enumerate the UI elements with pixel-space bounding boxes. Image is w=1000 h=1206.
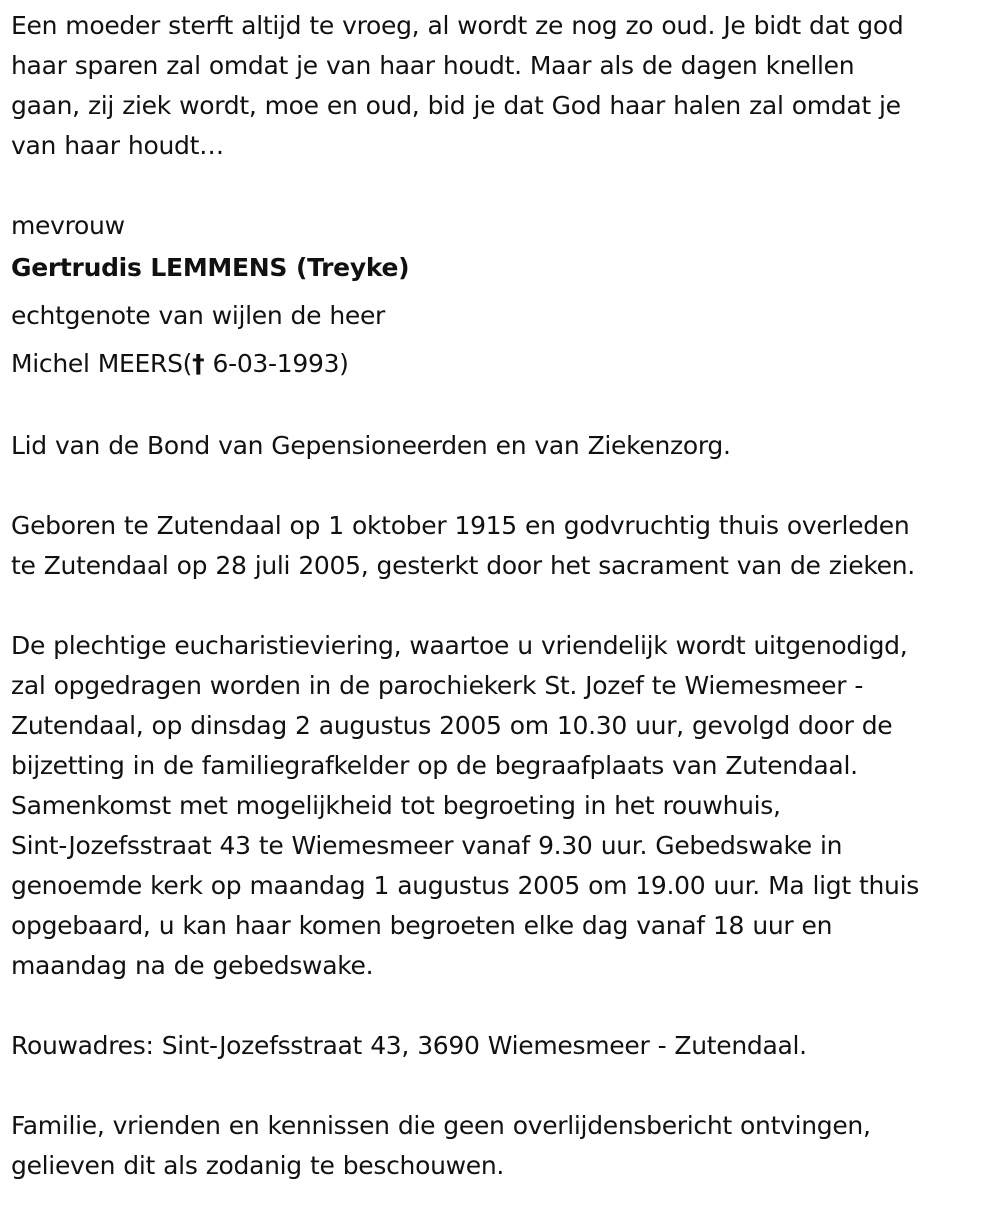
ceremony-line: Samenkomst met mogelijkheid tot begroeting in het rouwhuis, <box>11 791 781 820</box>
salutation: mevrouw <box>11 211 125 240</box>
ceremony-paragraph <box>11 626 969 986</box>
spacer <box>11 1066 969 1106</box>
spouse-line <box>11 340 969 388</box>
spacer <box>11 586 969 626</box>
deceased-block <box>11 206 969 388</box>
deceased-name: Gertrudis LEMMENS (Treyke) <box>11 253 410 282</box>
ceremony-line: opgebaard, u kan haar komen begroeten elke dag vanaf 18 uur en <box>11 911 833 940</box>
ceremony-line: Zutendaal, op dinsdag 2 augustus 2005 om 10.30 uur, gevolgd door de <box>11 711 893 740</box>
spouse-name: Michel MEERS( <box>11 349 193 378</box>
poem-line: van haar houdt… <box>11 131 224 160</box>
ceremony-line: genoemde kerk op maandag 1 augustus 2005 om 19.00 uur. Ma ligt thuis <box>11 871 919 900</box>
membership-line: Lid van de Bond van Gepensioneerden en van Ziekenzorg. <box>11 431 731 460</box>
cross-icon: † <box>192 349 205 378</box>
spacer <box>11 166 969 206</box>
spacer <box>11 386 969 426</box>
birth-death-paragraph <box>11 506 969 586</box>
notice-line: Familie, vrienden en kennissen die geen overlijdensbericht ontvingen, <box>11 1111 871 1140</box>
ceremony-line: zal opgedragen worden in de parochiekerk St. Jozef te Wiemesmeer - <box>11 671 864 700</box>
ceremony-line: maandag na de gebedswake. <box>11 951 374 980</box>
poem-paragraph <box>11 6 969 166</box>
birth-death-line: Geboren te Zutendaal op 1 oktober 1915 en godvruchtig thuis overleden <box>11 511 910 540</box>
address-paragraph <box>11 1026 969 1066</box>
ceremony-line: De plechtige eucharistieviering, waartoe u vriendelijk wordt uitgenodigd, <box>11 631 908 660</box>
poem-line: haar sparen zal omdat je van haar houdt. Maar als de dagen knellen <box>11 51 855 80</box>
relation-text: echtgenote van wijlen de heer <box>11 301 386 330</box>
notice-paragraph <box>11 1106 969 1186</box>
spacer <box>11 986 969 1026</box>
spacer <box>11 466 969 506</box>
notice-line: gelieven dit als zodanig te beschouwen. <box>11 1151 505 1180</box>
address-line: Rouwadres: Sint-Jozefsstraat 43, 3690 Wiemesmeer - Zutendaal. <box>11 1031 807 1060</box>
membership-paragraph <box>11 426 969 466</box>
ceremony-line: bijzetting in de familiegrafkelder op de begraafplaats van Zutendaal. <box>11 751 858 780</box>
birth-death-line: te Zutendaal op 28 juli 2005, gesterkt door het sacrament van de zieken. <box>11 551 915 580</box>
spouse-death-date: 6-03-1993) <box>204 349 349 378</box>
poem-line: gaan, zij ziek wordt, moe en oud, bid je dat God haar halen zal omdat je <box>11 91 901 120</box>
poem-line: Een moeder sterft altijd te vroeg, al wordt ze nog zo oud. Je bidt dat god <box>11 11 904 40</box>
ceremony-line: Sint-Jozefsstraat 43 te Wiemesmeer vanaf 9.30 uur. Gebedswake in <box>11 831 843 860</box>
